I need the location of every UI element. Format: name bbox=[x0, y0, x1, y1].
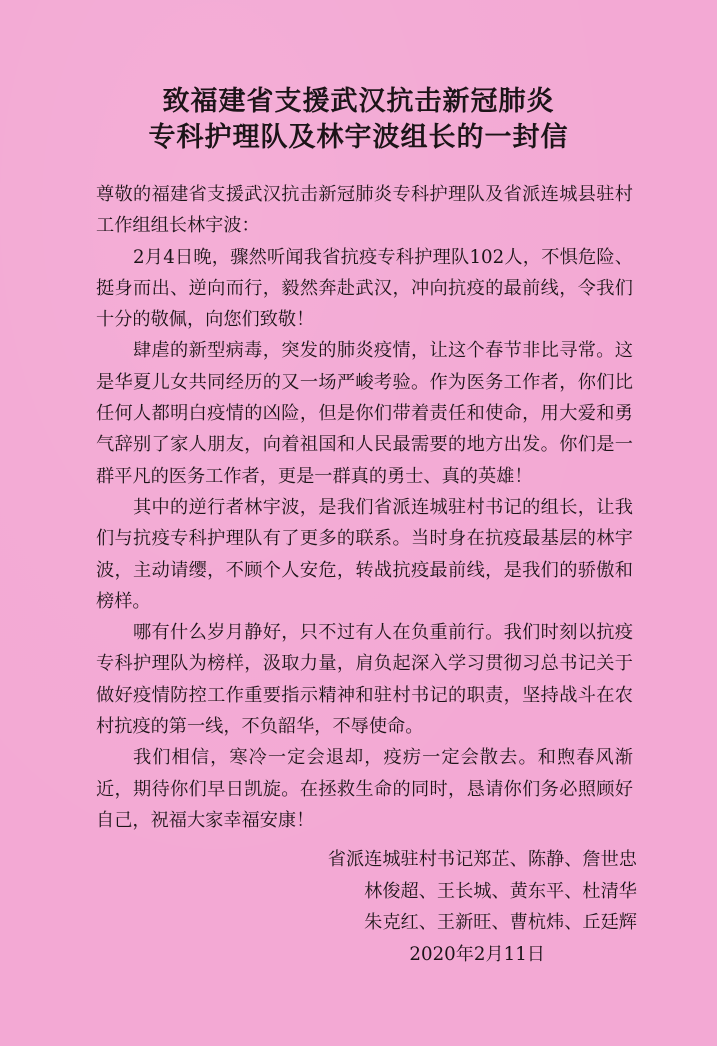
paragraph-1: 2月4日晚，骤然听闻我省抗疫专科护理队102人，不惧危险、挺身而出、逆向而行，毅然奔赴武汉，冲向抗疫的最前线，令我们十分的敬佩，向您们致敬！ bbox=[96, 246, 633, 331]
paragraph-3: 其中的逆行者林宇波，是我们省派连城驻村书记的组长，让我们与抗疫专科护理队有了更多的联系。当时身在抗疫最基层的林宇波，主动请缨，不顾个人安危，转战抗疫最前线，是我们的骄傲和榜样。 bbox=[96, 496, 633, 612]
signature-line-2: 林俊超、王长城、黄东平、杜清华 bbox=[364, 881, 637, 902]
signature-line-1: 省派连城驻村书记郑芷、陈静、詹世忠 bbox=[327, 849, 637, 870]
letter-date: 2020年2月11日 bbox=[409, 944, 545, 965]
letter-title-line-1: 致福建省支援武汉抗击新冠肺炎 bbox=[162, 86, 555, 117]
salutation: 尊敬的福建省支援武汉抗击新冠肺炎专科护理队及省派连城县驻村工作组组长林宇波： bbox=[96, 184, 633, 237]
letter-title-line-2: 专科护理队及林宇波组长的一封信 bbox=[148, 122, 569, 153]
signature-line-3: 朱克红、王新旺、曹杭炜、丘廷辉 bbox=[364, 912, 637, 933]
letter-body bbox=[96, 179, 633, 836]
paragraph-2: 肆虐的新型病毒，突发的肺炎疫情，让这个春节非比寻常。这是华夏儿女共同经历的又一场严峻考验。作为医务工作者，你们比任何人都明白疫情的凶险，但是你们带着责任和使命，用大爱和勇气辞别了家人朋友，向着祖国和人民最需要的地方出发。你们是一群平凡的医务工作者，更是一群真的勇士、真的英雄！ bbox=[96, 340, 633, 487]
paragraph-5: 我们相信，寒冷一定会退却，疫疠一定会散去。和煦春风渐近，期待你们早日凯旋。在拯救生命的同时，恳请你们务必照顾好自己，祝福大家幸福安康！ bbox=[96, 747, 633, 831]
paragraph-4: 哪有什么岁月静好，只不过有人在负重前行。我们时刻以抗疫专科护理队为榜样，汲取力量，肩负起深入学习贯彻习总书记关于做好疫情防控工作重要指示精神和驻村书记的职责，坚持战斗在农村抗疫的第一线，不负韶华，不辱使命。 bbox=[96, 622, 633, 738]
